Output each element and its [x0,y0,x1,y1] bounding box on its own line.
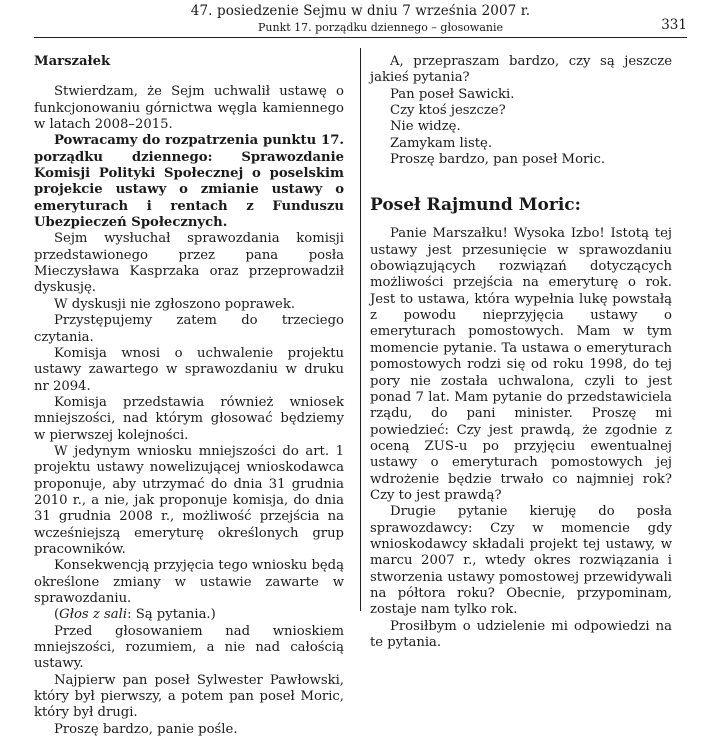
page-number: 331 [661,17,687,33]
paragraph: Nie widzę. [390,119,461,135]
paragraph: Panie Marszałku! Wysoka Izbo! Istotą tej ustawy jest przesunięcie w sprawozdaniu obowiązujących rozwiązań dotyczących możliwości przejścia na emeryturę o rok. Jest to ustawa, która wypełnia lukę powstałą z powodu nieprzyjęcia ustawy o emeryturach pomostowych. Mam w tym momencie pytanie. Ta ustawa o emeryturach pomostowych rodzi się od roku 1998, do tej pory nie została uchwalona, czyli to jest ponad 7 lat. Mam pytanie do przedstawiciela rządu, do pani minister. Proszę mi powiedzieć: Czy jest prawdą, że zgodnie z oceną ZUS-u po przyjęciu ewentualnej ustawy o emeryturach pomostowych jej wdrożenie będzie trwało co najmniej rok? Czy to jest prawdą? [370,226,672,503]
paragraph: Zamykam listę. [390,135,493,151]
header-subtitle: Punkt 17. porządku dziennego – głosowanie [258,21,503,34]
paragraph: Komisja wnosi o uchwalenie projektu ustawy zawartego w sprawozdaniu w druku nr 2094. [34,345,344,394]
speaker-moric: Poseł Rajmund Moric: [370,195,581,216]
right-column [370,54,672,651]
paragraph: Prosiłbym o udzielenie mi odpowiedzi na te pytania. [370,618,672,650]
page-header [34,0,687,38]
paragraph: Proszę bardzo, panie pośle. [54,721,238,737]
paragraph: W dyskusji nie zgłoszono poprawek. [54,296,296,312]
speaker-marszalek: Marszałek [34,54,111,69]
paragraph: Pan poseł Sawicki. [390,86,515,102]
paragraph: Proszę bardzo, pan poseł Moric. [390,152,606,168]
interjection-text: : Są pytania.) [127,607,216,623]
paragraph: Czy ktoś jeszcze? [390,103,506,119]
paragraph: Stwierdzam, że Sejm uchwalił ustawę o funkcjonowaniu górnictwa węgla kamiennego w latach 2008–2015. [34,84,344,133]
interjection-open: ( [54,607,60,623]
paragraph: Najpierw pan poseł Sylwester Pawłowski, który był pierwszy, a potem pan poseł Moric, który był drugi. [34,672,344,721]
header-title: 47. posiedzenie Sejmu w dniu 7 września 2007 r. [190,3,531,19]
paragraph: W jedynym wniosku mniejszości do art. 1 projektu ustawy nowelizującej wnioskodawca proponuje, aby utrzymać do dnia 31 grudnia 2010 r., a nie, jak proponuje komisja, do dnia 31 grudnia 2008 r., możliwość przejścia na wcześniejszą emeryturę określonych grup pracowników. [34,443,344,557]
left-column [34,54,344,738]
interjection [34,607,344,623]
paragraph: Drugie pytanie kieruję do posła sprawozdawcy: Czy w momencie gdy wnioskodawcy składali projekt tej ustawy, w marcu 2007 r., wtedy okres rozwiązania i stworzenia ustawy pomostowej przewidywali na półtora roku? Obecnie, przypominam, zostaje nam tylko rok. [370,504,672,618]
paragraph: Przystępujemy zatem do trzeciego czytania. [34,313,344,345]
header-rule [34,37,687,38]
paragraph: Komisja przedstawia również wniosek mniejszości, nad którym głosować będziemy w pierwszej kolejności. [34,394,344,443]
interjection-source: Głos z sali [59,607,128,623]
paragraph: Konsekwencją przyjęcia tego wniosku będą określone zmiany w ustawie zawarte w sprawozdaniu. [34,558,344,606]
agenda-paragraph: Powracamy do rozpatrzenia punktu 17. porządku dziennego: Sprawozdanie Komisji Polityki Społecznej o poselskim projekcie ustawy o zmianie ustawy o emeryturach i rentach z Funduszu Ubezpieczeń Społecznych. [34,133,344,231]
paragraph: A, przepraszam bardzo, czy są jeszcze jakieś pytania? [370,54,672,86]
paragraph: Sejm wysłuchał sprawozdania komisji przedstawionego przez pana posła Mieczysława Kasprzaka oraz przeprowadził dyskusję. [34,231,344,296]
column-divider [360,48,361,611]
paragraph: Przed głosowaniem nad wnioskiem mniejszości, rozumiem, a nie nad całością ustawy. [34,623,344,672]
